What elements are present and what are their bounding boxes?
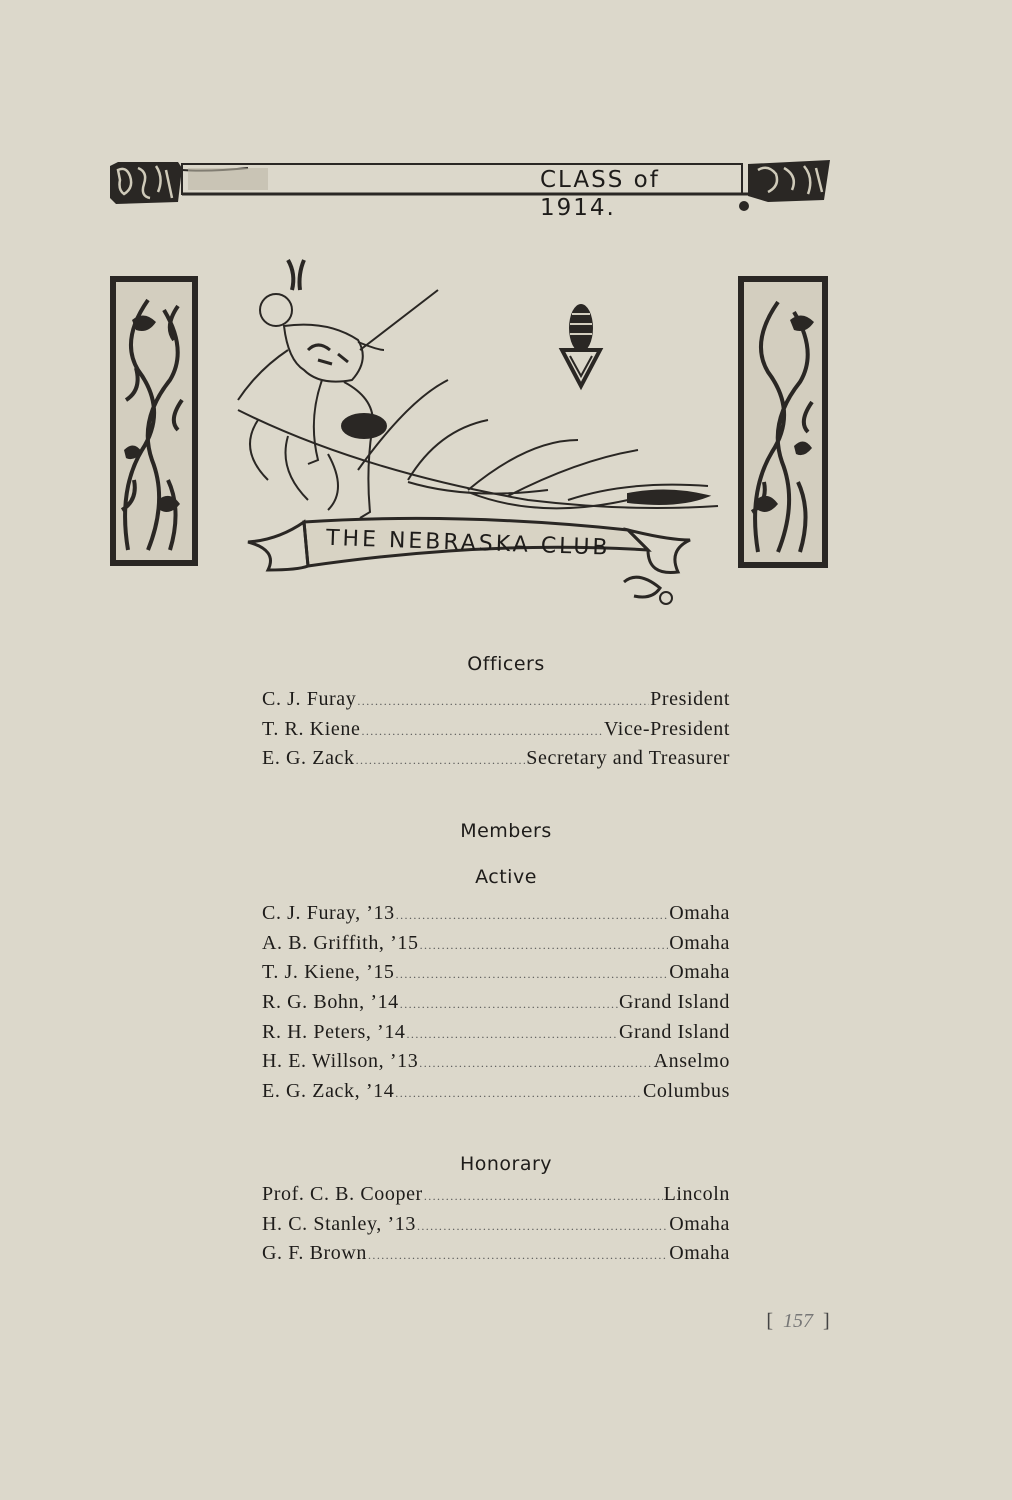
bracket-close: ]: [823, 1310, 830, 1332]
member-row: [262, 902, 730, 932]
leader-dots: [395, 1086, 642, 1101]
member-row: [262, 1242, 730, 1272]
officer-name: C. J. Furay: [262, 688, 357, 710]
member-name: E. G. Zack, ’14: [262, 1080, 395, 1103]
member-row: [262, 991, 730, 1021]
leader-dots: [361, 724, 603, 739]
officer-name: E. G. Zack: [262, 747, 355, 770]
page-number-value: 157: [783, 1310, 813, 1332]
officer-title: Secretary and Treasurer: [526, 747, 730, 770]
leader-dots: [419, 1056, 652, 1071]
club-name-banner: THE NEBRASKA CLUB: [325, 525, 611, 561]
member-row: [262, 961, 730, 991]
member-name: T. J. Kiene, ’15: [262, 961, 395, 984]
officer-row: [262, 688, 730, 718]
member-row: [262, 1213, 730, 1243]
leader-dots: [400, 997, 618, 1012]
member-hometown: Omaha: [669, 902, 730, 924]
member-name: G. F. Brown: [262, 1242, 368, 1265]
officer-name: T. R. Kiene: [262, 717, 361, 740]
honorary-heading: Honorary: [459, 1153, 553, 1175]
member-name: R. G. Bohn, ’14: [262, 991, 399, 1014]
class-title: CLASS of 1914.: [540, 167, 660, 221]
member-hometown: Omaha: [669, 1242, 730, 1265]
member-name: R. H. Peters, ’14: [262, 1020, 406, 1043]
member-row: [262, 1021, 730, 1051]
leader-dots: [368, 1248, 668, 1263]
banner-right-ornament: [739, 160, 830, 211]
emblem-icon: [562, 304, 600, 386]
member-hometown: Omaha: [669, 961, 730, 984]
member-row: [262, 1183, 730, 1213]
leader-dots: [357, 694, 649, 709]
member-row: [262, 1080, 730, 1110]
officers-list: [262, 688, 730, 777]
members-heading: Members: [460, 820, 552, 842]
member-name: H. E. Willson, ’13: [262, 1050, 419, 1073]
member-hometown: Omaha: [669, 931, 730, 954]
leader-dots: [417, 1219, 668, 1234]
member-row: [262, 1050, 730, 1080]
officer-title: Vice-President: [603, 717, 730, 740]
leader-dots: [407, 1027, 618, 1042]
member-row: [262, 932, 730, 962]
member-hometown: Lincoln: [663, 1183, 730, 1205]
member-name: H. C. Stanley, ’13: [262, 1212, 416, 1235]
member-hometown: Omaha: [669, 1212, 730, 1235]
active-members-list: [262, 902, 730, 1110]
member-hometown: Grand Island: [618, 1020, 730, 1043]
leader-dots: [396, 967, 669, 982]
member-hometown: Columbus: [642, 1080, 730, 1103]
member-name: Prof. C. B. Cooper: [262, 1183, 423, 1205]
page-number: [762, 1306, 834, 1336]
member-hometown: Grand Island: [618, 991, 730, 1014]
honorary-members-list: [262, 1183, 730, 1272]
leader-dots: [396, 908, 668, 923]
member-name: A. B. Griffith, ’15: [262, 931, 419, 954]
right-ornamental-panel: [738, 276, 828, 568]
leader-dots: [420, 938, 669, 953]
officer-title: President: [650, 688, 730, 710]
bracket-open: [: [766, 1310, 773, 1332]
officer-row: [262, 747, 730, 777]
leader-dots: [424, 1189, 663, 1204]
member-hometown: Anselmo: [653, 1050, 730, 1073]
left-ornamental-panel: [110, 276, 198, 566]
corn-stalk: [238, 380, 718, 510]
leader-dots: [356, 753, 526, 768]
member-name: C. J. Furay, ’13: [262, 902, 395, 924]
active-heading: Active: [475, 866, 537, 888]
officers-heading: Officers: [467, 653, 545, 675]
officer-row: [262, 718, 730, 748]
